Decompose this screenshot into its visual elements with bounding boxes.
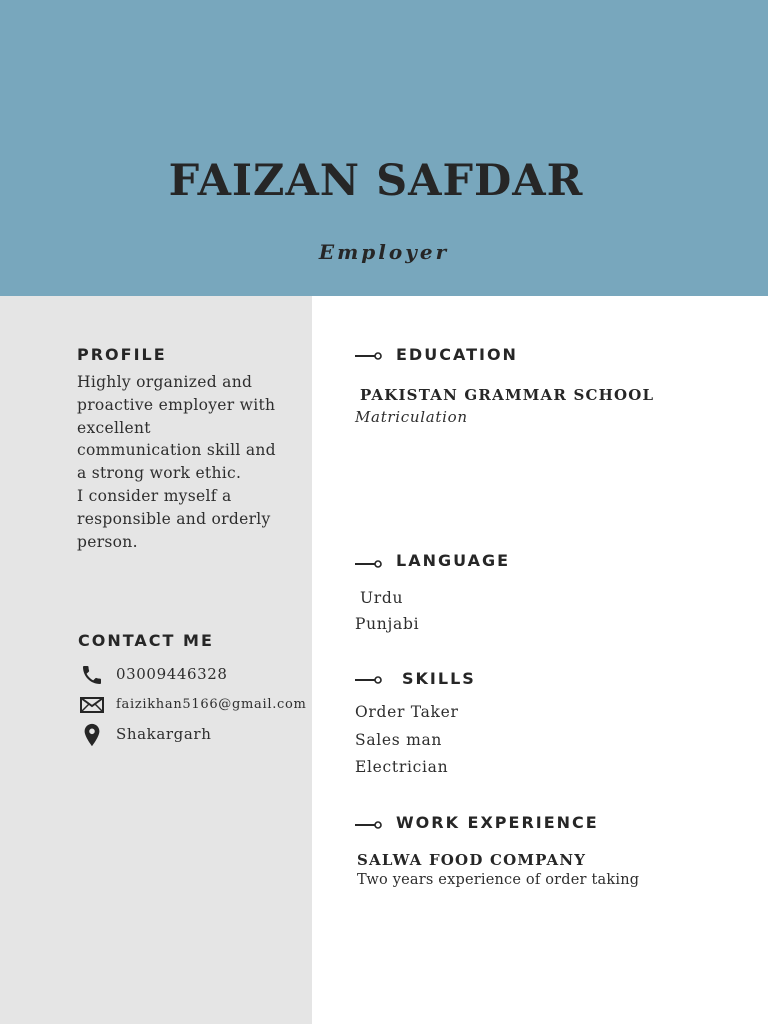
section-marker-icon xyxy=(355,675,383,685)
phone-icon xyxy=(80,663,104,687)
skills-heading: SKILLS xyxy=(402,669,476,688)
profile-line: Highly organized and xyxy=(77,373,253,391)
profile-line: excellent xyxy=(77,418,151,437)
section-marker-icon xyxy=(355,351,383,361)
language-item: Punjabi xyxy=(355,615,420,633)
profile-line: responsible and orderly xyxy=(77,509,271,528)
school-name: PAKISTAN GRAMMAR SCHOOL xyxy=(360,386,655,404)
skill-item: Order Taker xyxy=(355,703,459,721)
degree-name: Matriculation xyxy=(355,408,468,426)
section-marker-icon xyxy=(355,559,383,569)
location-pin-icon xyxy=(80,723,104,747)
skill-item: Electrician xyxy=(355,758,449,776)
mail-icon xyxy=(80,693,104,717)
profile-text xyxy=(77,371,292,553)
profile-line: a strong work ethic. xyxy=(77,464,242,483)
job-title: Employer xyxy=(318,240,450,264)
contact-heading: CONTACT ME xyxy=(78,631,214,650)
header-banner xyxy=(0,0,768,296)
phone-number: 03009446328 xyxy=(116,665,228,683)
profile-line: person. xyxy=(77,532,138,551)
skill-item: Sales man xyxy=(355,731,443,749)
profile-line: I consider myself a xyxy=(77,486,232,505)
email-address: faizikhan5166@gmail.com xyxy=(116,697,307,712)
person-name: FAIZAN SAFDAR xyxy=(168,156,584,206)
profile-line: proactive employer with xyxy=(77,395,276,414)
language-item: Urdu xyxy=(360,589,404,607)
company-name: SALWA FOOD COMPANY xyxy=(357,851,587,869)
profile-heading: PROFILE xyxy=(77,345,167,364)
section-marker-icon xyxy=(355,820,383,830)
profile-line: communication skill and xyxy=(77,441,276,460)
education-heading: EDUCATION xyxy=(396,345,518,364)
work-heading: WORK EXPERIENCE xyxy=(396,813,599,832)
location-text: Shakargarh xyxy=(116,725,212,743)
work-description: Two years experience of order taking xyxy=(357,872,640,888)
language-heading: LANGUAGE xyxy=(396,551,511,570)
